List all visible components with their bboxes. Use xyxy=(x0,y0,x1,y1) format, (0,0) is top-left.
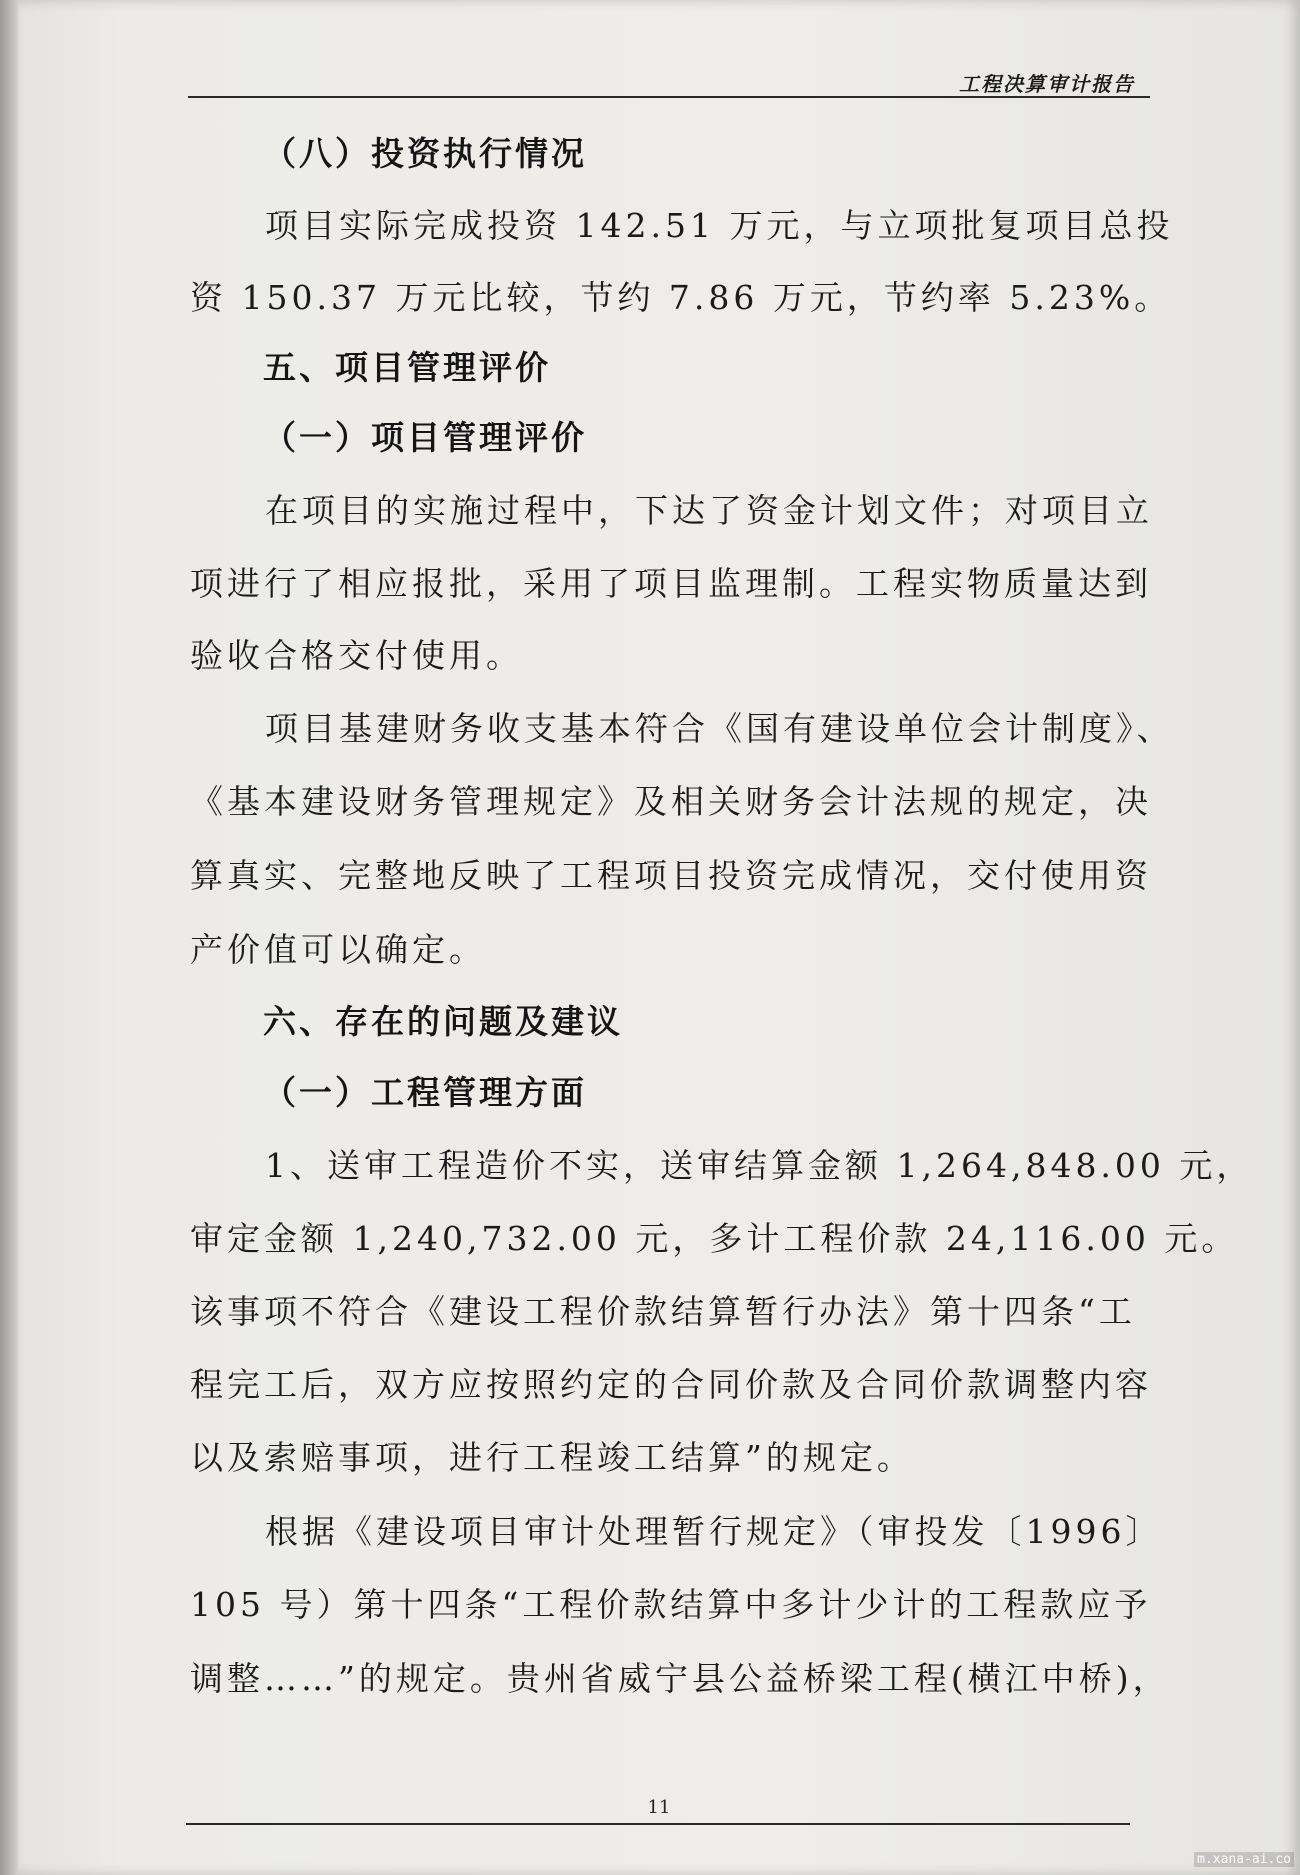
paragraph-line: 程完工后，双方应按照约定的合同价款及合同价款调整内容 xyxy=(190,1365,1152,1404)
footer-rule xyxy=(186,1823,1130,1825)
paragraph-line: 审定金额 1,240,732.00 元，多计工程价款 24,116.00 元。 xyxy=(190,1219,1239,1258)
paragraph-line: 《基本建设财务管理规定》及相关财务会计法规的规定，决 xyxy=(190,782,1152,821)
paragraph-line: 105 号）第十四条“工程价款结算中多计少计的工程款应予 xyxy=(190,1585,1152,1624)
section-heading-investment: （八）投资执行情况 xyxy=(263,134,587,173)
document-page xyxy=(18,0,1300,1875)
watermark: m.xana-ai.co xyxy=(1194,1852,1294,1867)
paragraph-line: 该事项不符合《建设工程价款结算暂行办法》第十四条“工 xyxy=(190,1292,1136,1331)
page-binding-edge xyxy=(0,0,18,1875)
page-number: 11 xyxy=(647,1797,671,1818)
paragraph-line: 调整……”的规定。贵州省威宁县公益桥梁工程(横江中桥)， xyxy=(190,1659,1170,1698)
section-heading-management: 五、项目管理评价 xyxy=(263,348,551,387)
header-rule xyxy=(188,96,1150,98)
paragraph-line: 算真实、完整地反映了工程项目投资完成情况，交付使用资 xyxy=(190,856,1152,895)
paragraph-line: 根据《建设项目审计处理暂行规定》（审投发〔1996〕 xyxy=(265,1512,1163,1551)
paragraph-line: 项进行了相应报批，采用了项目监理制。工程实物质量达到 xyxy=(190,564,1152,603)
header-title: 工程决算审计报告 xyxy=(959,72,1135,96)
paragraph-line: 资 150.37 万元比较，节约 7.86 万元，节约率 5.23%。 xyxy=(190,278,1172,317)
paragraph-line: 项目实际完成投资 142.51 万元，与立项批复项目总投 xyxy=(265,206,1174,245)
paragraph-line: 以及索赔事项，进行工程竣工结算”的规定。 xyxy=(190,1438,914,1477)
paragraph-line: 项目基建财务收支基本符合《国有建设单位会计制度》、 xyxy=(265,709,1174,748)
subsection-heading-management: （一）项目管理评价 xyxy=(263,418,587,457)
subsection-heading-engineering: （一）工程管理方面 xyxy=(263,1073,587,1112)
paragraph-line: 产价值可以确定。 xyxy=(190,930,486,969)
paragraph-line: 验收合格交付使用。 xyxy=(190,636,523,675)
paragraph-line: 在项目的实施过程中，下达了资金计划文件；对项目立 xyxy=(265,491,1153,530)
paragraph-line: 1、送审工程造价不实，送审结算金额 1,264,848.00 元， xyxy=(265,1146,1254,1185)
section-heading-issues: 六、存在的问题及建议 xyxy=(263,1002,623,1041)
